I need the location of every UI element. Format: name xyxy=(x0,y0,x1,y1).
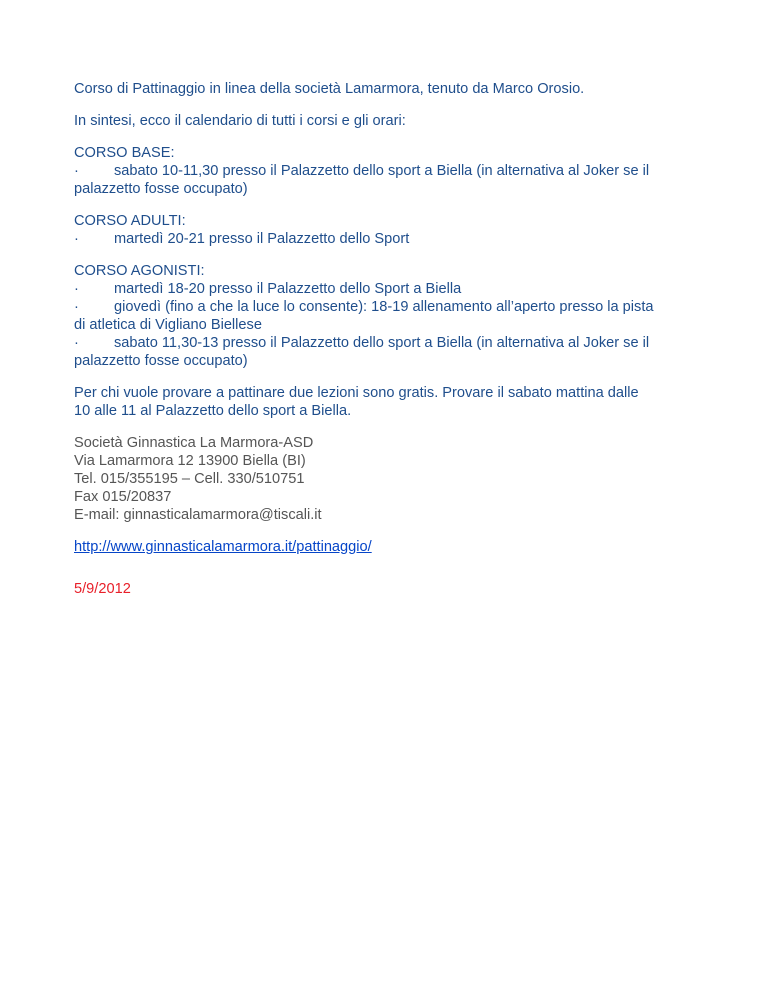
list-item xyxy=(74,280,714,298)
trial-text-line: Per chi vuole provare a pattinare due lezioni sono gratis. Provare il sabato mattina dalle xyxy=(74,385,639,401)
list-item xyxy=(74,230,714,248)
list-item xyxy=(74,162,714,180)
document-page xyxy=(74,80,714,598)
list-item-text: sabato 11,30-13 presso il Palazzetto dello sport a Biella (in alternativa al Joker se il xyxy=(114,335,650,351)
section-corso-base xyxy=(74,144,714,198)
list-item xyxy=(74,334,714,352)
contact-fax: Fax 015/20837 xyxy=(74,489,172,505)
summary-text: In sintesi, ecco il calendario di tutti i corsi e gli orari: xyxy=(74,113,406,129)
section-corso-adulti xyxy=(74,212,714,248)
contact-name: Società Ginnastica La Marmora-ASD xyxy=(74,435,314,451)
url-paragraph xyxy=(74,538,714,556)
section-title-adulti: CORSO ADULTI: xyxy=(74,213,186,229)
website-link[interactable]: http://www.ginnasticalamarmora.it/pattinaggio/ xyxy=(74,539,372,555)
contact-phone: Tel. 015/355195 – Cell. 330/510751 xyxy=(74,471,305,487)
list-item-text: giovedì (fino a che la luce lo consente): 18-19 allenamento all’aperto presso la pista xyxy=(114,299,654,315)
bullet-icon: · xyxy=(74,335,79,351)
section-title-base: CORSO BASE: xyxy=(74,145,175,161)
contact-block xyxy=(74,434,714,524)
contact-address: Via Lamarmora 12 13900 Biella (BI) xyxy=(74,453,306,469)
intro-text: Corso di Pattinaggio in linea della società Lamarmora, tenuto da Marco Orosio. xyxy=(74,81,585,97)
section-corso-agonisti xyxy=(74,262,714,370)
document-date: 5/9/2012 xyxy=(74,581,131,597)
list-item xyxy=(74,298,714,316)
list-item-text: martedì 18-20 presso il Palazzetto dello Sport a Biella xyxy=(114,281,462,297)
list-item-continuation: palazzetto fosse occupato) xyxy=(74,353,248,369)
bullet-icon: · xyxy=(74,281,79,297)
list-item-text: sabato 10-11,30 presso il Palazzetto dello sport a Biella (in alternativa al Joker se il xyxy=(114,163,650,179)
trial-paragraph xyxy=(74,384,714,420)
section-title-agonisti: CORSO AGONISTI: xyxy=(74,263,205,279)
list-item-text: martedì 20-21 presso il Palazzetto dello Sport xyxy=(114,231,410,247)
bullet-icon: · xyxy=(74,231,79,247)
list-item-continuation: di atletica di Vigliano Biellese xyxy=(74,317,262,333)
bullet-icon: · xyxy=(74,299,79,315)
list-item-continuation: palazzetto fosse occupato) xyxy=(74,181,248,197)
bullet-icon: · xyxy=(74,163,79,179)
contact-email: E-mail: ginnasticalamarmora@tiscali.it xyxy=(74,507,322,523)
trial-text-line: 10 alle 11 al Palazzetto dello sport a Biella. xyxy=(74,403,352,419)
